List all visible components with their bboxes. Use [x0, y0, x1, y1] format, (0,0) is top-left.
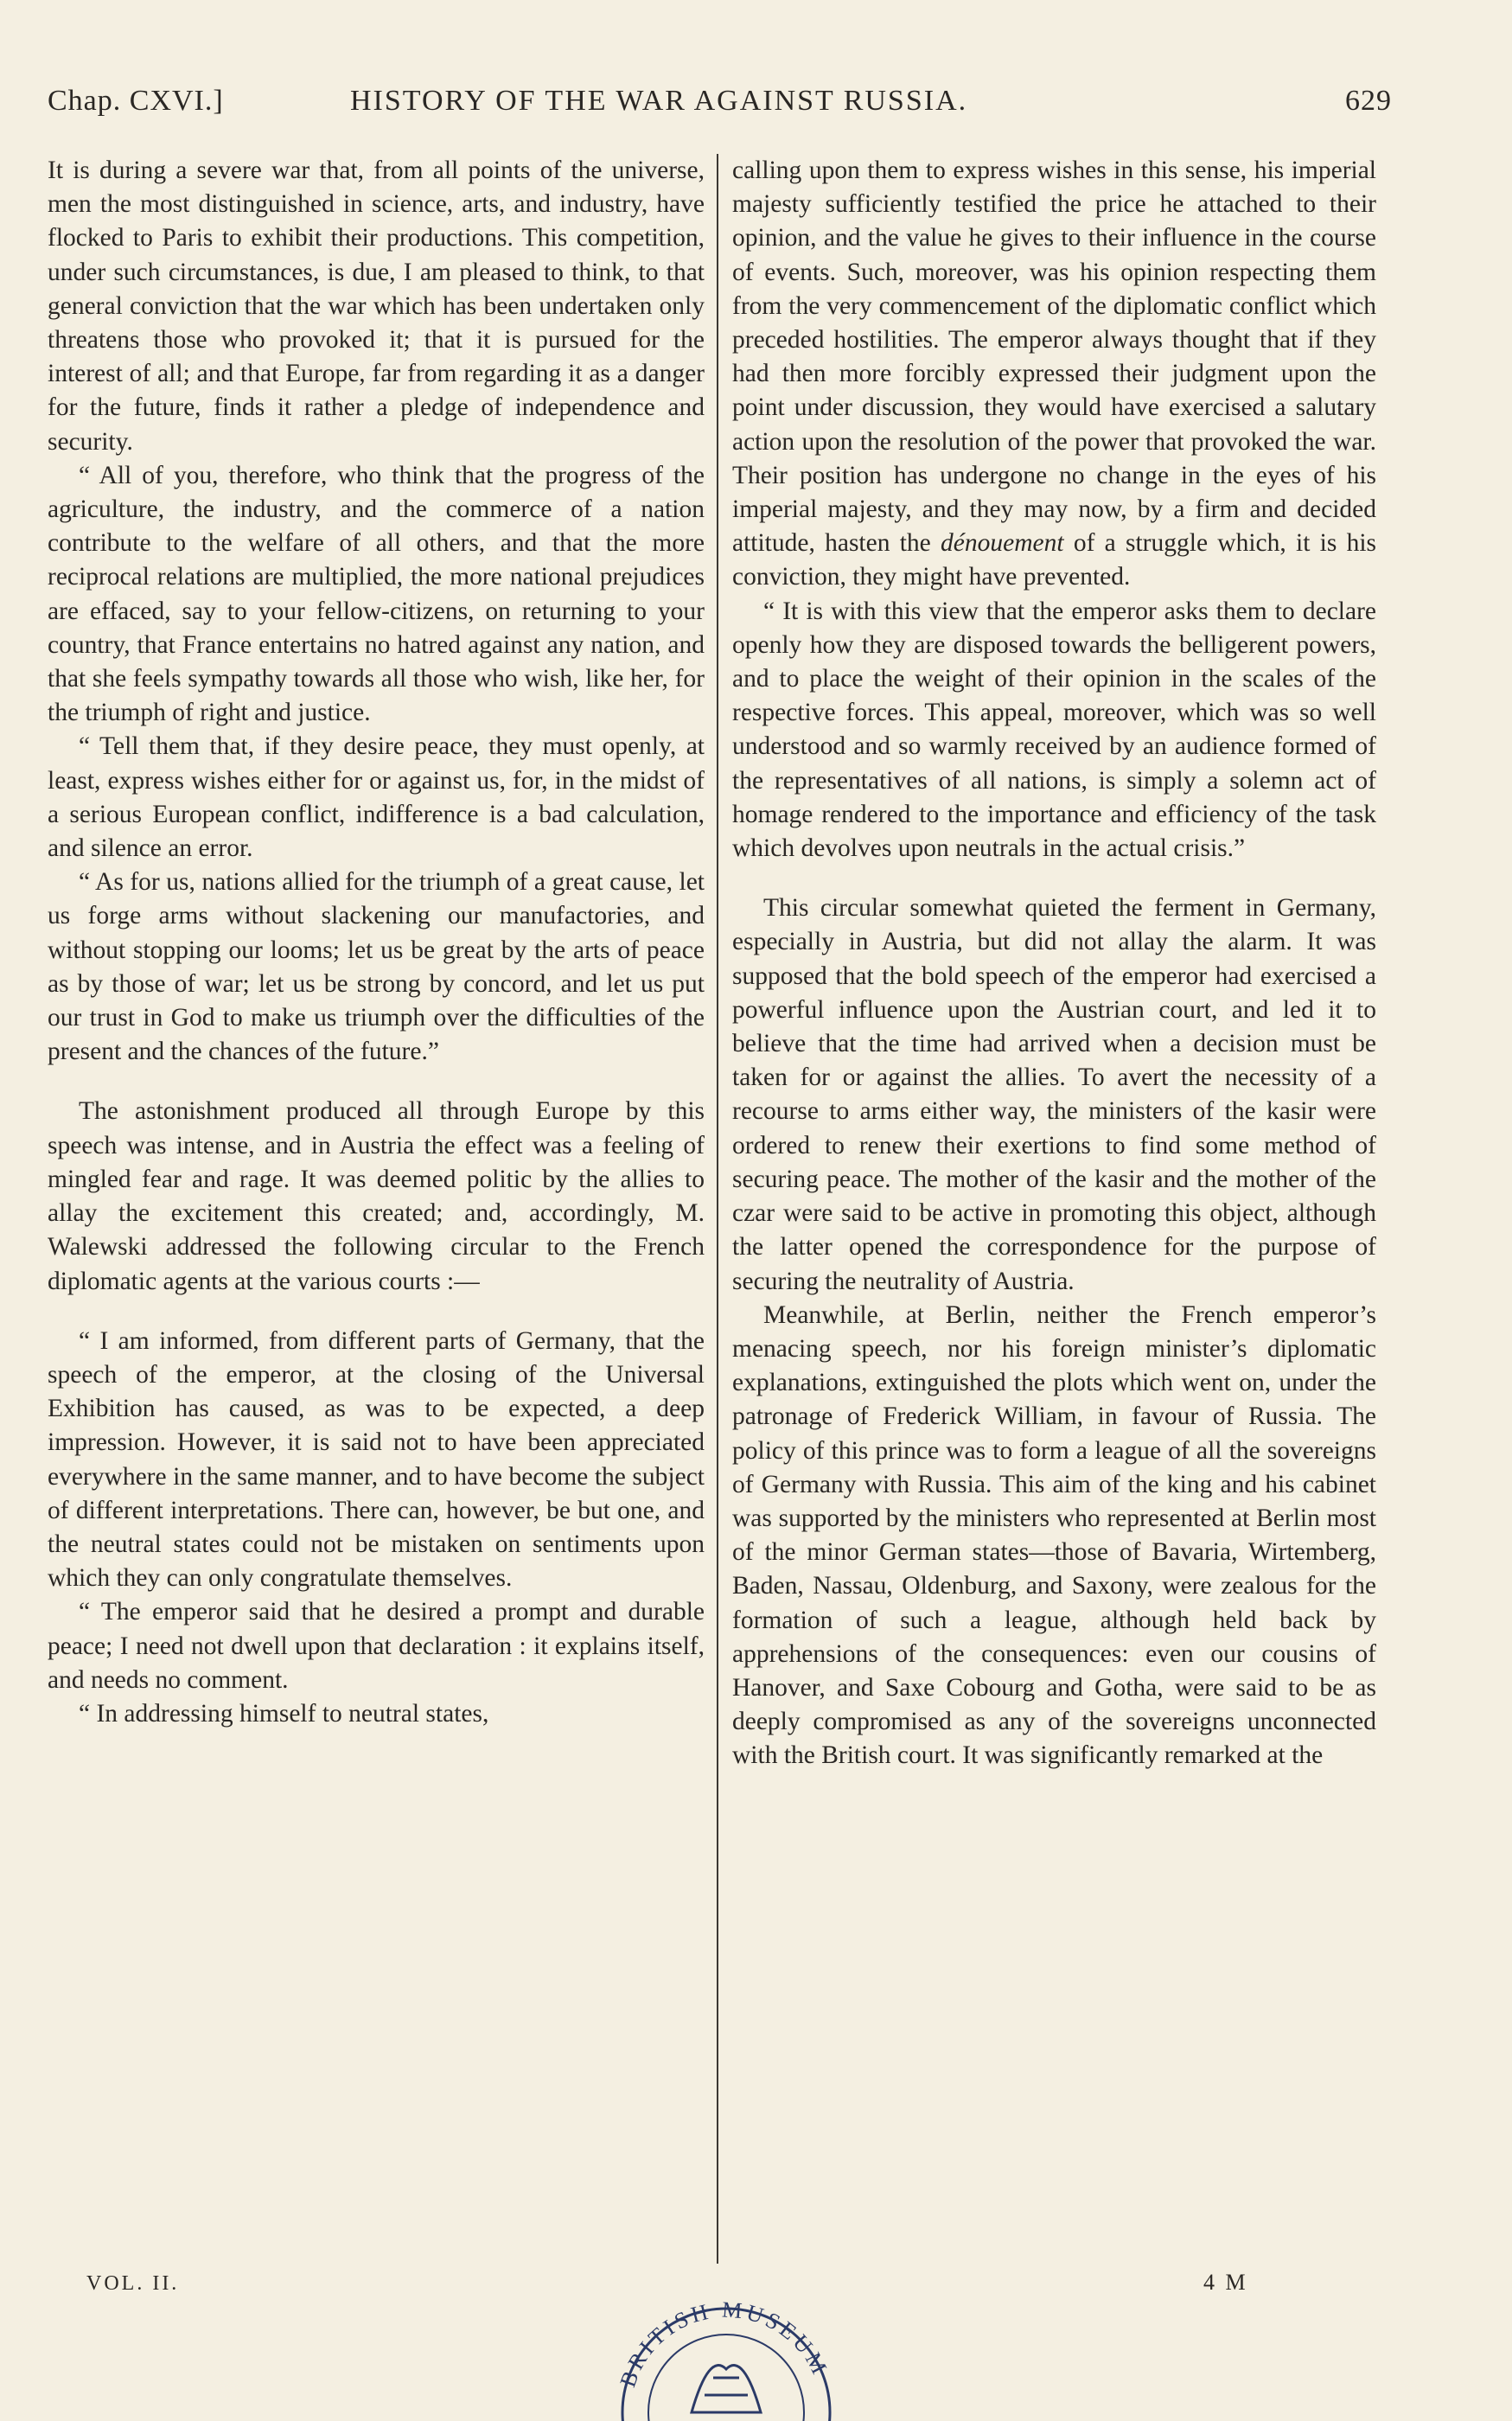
paragraph: “ Tell them that, if they desire peace, they must openly, at least, express wishes either for or against us, for, in the midst of a serious European conflict, indifference is a bad calculation, and silence an error.	[48, 732, 705, 863]
page-number: 629	[1345, 85, 1392, 117]
paragraph-text: of a struggle which, it is his conviction, they might have prevented.	[732, 529, 1377, 591]
running-head	[48, 85, 1392, 128]
paragraph: “ It is with this view that the emperor asks them to declare openly how they are disposed towards the belligerent powers, and to place the weight of their opinion in the scales of the respective forces. This appeal, moreover, which was so well understood and so warmly received by an audience formed of the representatives of all nations, is simply a solemn act of homage rendered to the importance and efficiency of the task which devolves upon neutrals in the actual crisis.”	[732, 597, 1376, 863]
paragraph: “ As for us, nations allied for the triumph of a great cause, let us forge arms without slackening our manufactories, and without stopping our looms; let us be great by the arts of peace as by those of war; let us be strong by concord, and let us put our trust in God to make us triumph over the difficulties of the present and the chances of the future.”	[48, 868, 705, 1066]
volume-label: VOL. II.	[86, 2272, 180, 2295]
paragraph: “ In addressing himself to neutral states,	[79, 1699, 489, 1728]
left-column	[48, 154, 705, 1731]
chapter-label: Chap. CXVI.]	[48, 85, 224, 117]
paragraph: “ The emperor said that he desired a prompt and durable peace; I need not dwell upon that declaration : it explains itself, and needs no comment.	[48, 1598, 705, 1694]
stamp-text: BRITISH MUSEUM	[615, 2296, 833, 2391]
column-divider	[717, 154, 718, 2264]
paragraph: It is during a severe war that, from all points of the universe, men the most distinguished in science, arts, and industry, have flocked to Paris to exhibit their productions. This competition, under such circumstances, is due, I am pleased to think, to that general conviction that the war which has been undertaken only threatens those who provoked it; that it is pursued for the interest of all; and that Europe, far from regarding it as a danger for the future, finds it rather a pledge of independence and security.	[48, 157, 705, 456]
paragraph: The astonishment produced all through Europe by this speech was intense, and in Austria the effect was a feeling of mingled fear and rage. It was deemed politic by the allies to allay the excitement this created; and, accordingly, M. Walewski addressed the following circular to the French diplomatic agents at the various courts :—	[48, 1097, 705, 1295]
right-column	[732, 154, 1376, 1773]
paragraph: “ All of you, therefore, who think that the progress of the agriculture, the industry, and the commerce of a nation contribute to the welfare of all others, and that the more reciprocal relations are multiplied, the more national prejudices are effaced, say to your fellow-citizens, on returning to your country, that France entertains no hatred against any nation, and that she feels sympathy towards all those who wish, like her, for the triumph of right and justice.	[48, 461, 705, 727]
italic-term: dénouement	[941, 529, 1064, 558]
paragraph: This circular somewhat quieted the ferment in Germany, especially in Austria, but did not allay the alarm. It was supposed that the bold speech of the emperor had exercised a powerful influence upon the Austrian court, and led it to believe that the time had arrived when a decision must be taken for or against the allies. To avert the necessity of a recourse to arms either way, the ministers of the kasir were ordered to renew their exertions to find some method of securing peace. The mother of the kasir and the mother of the czar were said to be active in promoting this object, although the latter opened the correspondence for the purpose of securing the neutrality of Austria.	[732, 894, 1376, 1295]
paragraph: “ I am informed, from different parts of Germany, that the speech of the emperor, at the closing of the Universal Exhibition has caused, as was to be expected, a deep impression. However, it is said not to have been appreciated everywhere in the same manner, and to have become the subject of different interpretations. There can, however, be but one, and the neutral states could not be mistaken on sentiments upon which they can only congratulate themselves.	[48, 1326, 705, 1593]
library-stamp	[597, 2248, 856, 2421]
paragraph: Meanwhile, at Berlin, neither the French emperor’s menacing speech, nor his foreign minister’s diplomatic explanations, extinguished the plots which went on, under the patronage of Frederick William, in favour of Russia. The policy of this prince was to form a league of all the sovereigns of Germany with Russia. This aim of the king and his cabinet was supported by the ministers who represented at Berlin most of the minor German states—those of Bavaria, Wirtemberg, Baden, Nassau, Oldenburg, and Saxony, were zealous for the formation of such a league, although held back by apprehensions of the consequences: even our cousins of Hanover, and Saxe Cobourg and Gotha, were said to be as deeply compromised as any of the sovereigns unconnected with the British court. It was significantly remarked at the	[732, 1300, 1376, 1770]
paragraph-text: calling upon them to express wishes in this sense, his imperial majesty sufficiently testified the price he attached to their opinion, and the value he gives to their influence in the course of events. Such, moreover, was his opinion respecting them from the very commencement of the diplomatic conflict which preceded hostilities. The emperor always thought that if they had then more forcibly expressed their judgment upon the point under discussion, they would have exercised a salutary action upon the resolution of the power that provoked the war. Their position has undergone no change in the eyes of his imperial majesty, and they may now, by a firm and decided attitude, hasten the	[732, 157, 1376, 558]
paragraph	[732, 154, 1376, 595]
running-title: HISTORY OF THE WAR AGAINST RUSSIA.	[350, 85, 968, 117]
signature-mark: 4 M	[1203, 2270, 1248, 2295]
crest-icon	[692, 2366, 761, 2412]
